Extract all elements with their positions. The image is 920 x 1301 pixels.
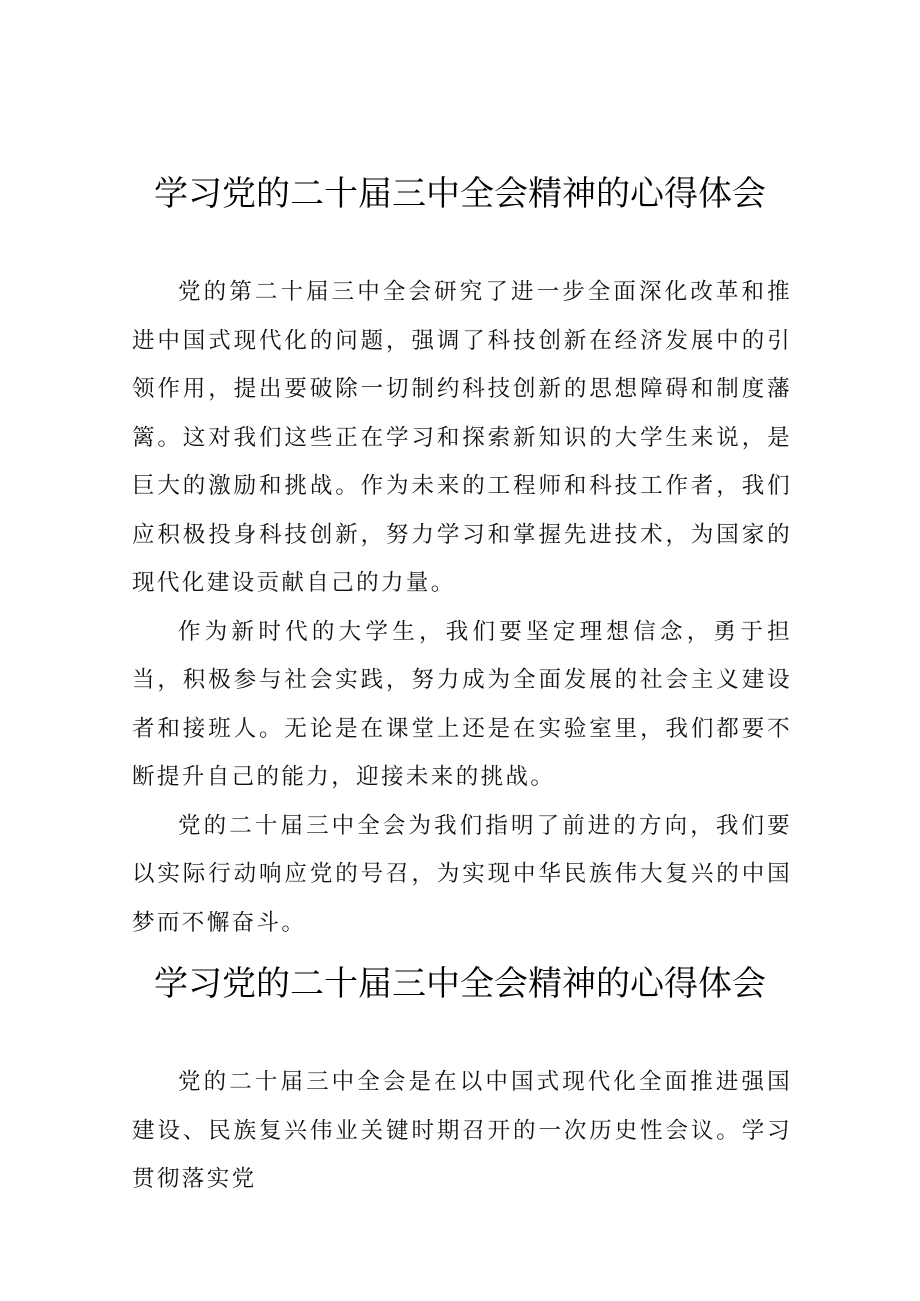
article-title-2: 学习党的二十届三中全会精神的心得体会 [154,964,766,1004]
article-1-paragraph-1: 党的第二十届三中全会研究了进一步全面深化改革和推进中国式现代化的问题，强调了科技创新在经济发展中的引领作用，提出要破除一切制约科技创新的思想障碍和制度藩篱。这对我们这些正在学习和探索新知识的大学生来说，是巨大的激励和挑战。作为未来的工程师和科技工作者，我们应积极投身科技创新，努力学习和掌握先进技术，为国家的现代化建设贡献自己的力量。 [132,279,792,596]
article-1-paragraph-3: 党的二十届三中全会为我们指明了前进的方向，我们要以实际行动响应党的号召，为实现中华民族伟大复兴的中国梦而不懈奋斗。 [132,812,792,936]
article-body-1 [132,268,792,947]
article-1-paragraph-2: 作为新时代的大学生，我们要坚定理想信念，勇于担当，积极参与社会实践，努力成为全面发展的社会主义建设者和接班人。无论是在课堂上还是在实验室里，我们都要不断提升自己的能力，迎接未来的挑战。 [132,618,792,790]
article-2-paragraph-1: 党的二十届三中全会是在以中国式现代化全面推进强国建设、民族复兴伟业关键时期召开的一次历史性会议。学习贯彻落实党 [132,1069,792,1192]
article-title-1: 学习党的二十届三中全会精神的心得体会 [154,174,766,214]
article-body-2 [132,1058,792,1204]
